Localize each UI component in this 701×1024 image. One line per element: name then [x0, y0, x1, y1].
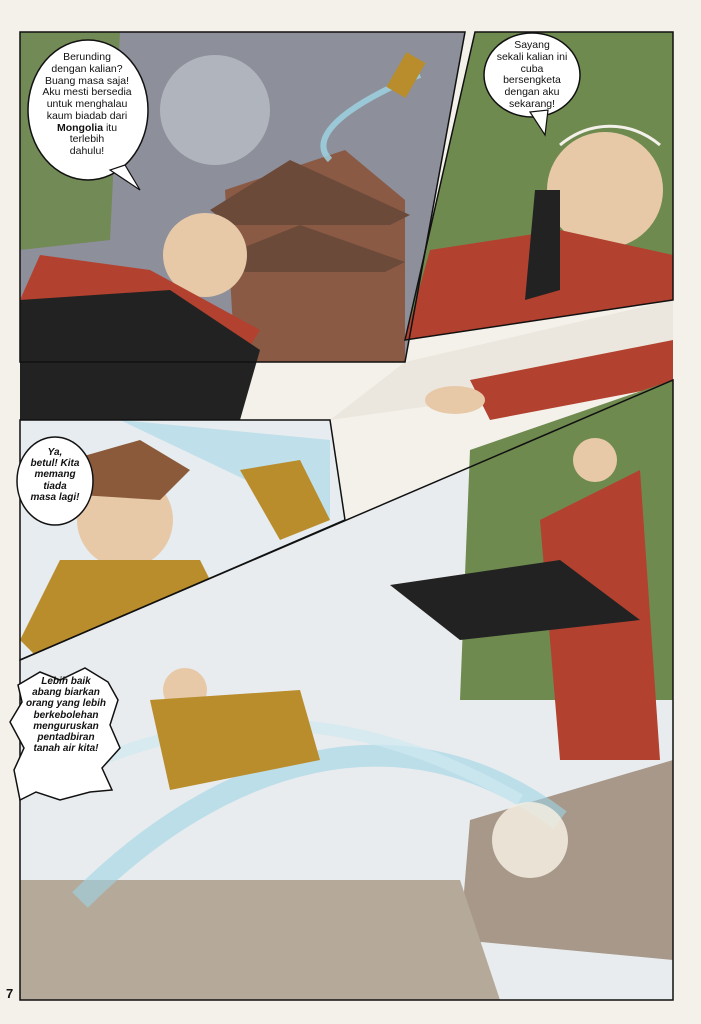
bubble-4-line: orang yang lebih	[25, 698, 106, 710]
bubble-3-line: memang	[34, 469, 76, 481]
bubble-3-line: Ya,	[47, 447, 63, 458]
bubble-2-line: sekali kalian ini	[496, 50, 568, 63]
impact-burst	[492, 802, 568, 878]
bubble-2-line: cuba bersengketa	[503, 62, 561, 87]
speech-bubble-1	[38, 52, 136, 158]
speech-bubble-3	[26, 447, 84, 503]
bubble-2-line: sekarang!	[508, 97, 556, 110]
monk-hand	[425, 386, 485, 414]
bubble-4-line: Lebih baik	[41, 676, 91, 687]
bubble-1-line: Berunding	[63, 51, 111, 63]
bubble-4-line: tanah air kita!	[33, 743, 99, 755]
bubble-3-line: betul! Kita	[30, 458, 80, 470]
bubble-4-line: berkebolehan	[33, 709, 99, 721]
page-number: 7	[6, 986, 14, 1001]
bubble-1-line: Buang masa saja!	[44, 74, 130, 87]
energy-burst	[160, 55, 270, 165]
bubble-3-line: tiada	[43, 480, 67, 492]
monk-face	[547, 132, 663, 248]
bubble-4-line: pentadbiran	[37, 731, 95, 743]
speech-bubble-4	[16, 676, 116, 754]
bubble-4-line: abang biarkan	[32, 687, 100, 699]
bubble-2-line: Sayang	[514, 39, 550, 51]
bubble-1-line: dengan kalian?	[51, 62, 123, 75]
bubble-2-line: dengan aku	[504, 86, 560, 98]
speech-bubble-2	[492, 40, 572, 111]
bubble-4-line: menguruskan	[33, 720, 99, 732]
bubble-1-line: Aku mesti bersedia	[42, 86, 132, 99]
bubble-3-line: masa lagi!	[30, 491, 80, 503]
bubble-1-after-bold: itu	[103, 121, 118, 134]
bubble-1-line: kaum biadab dari	[46, 109, 128, 122]
bubble-1-line: untuk menghalau	[46, 98, 128, 110]
bubble-1-bold-word: Mongolia	[56, 121, 104, 134]
bubble-1-line: terlebih	[69, 133, 105, 146]
bubble-1-line: dahulu!	[69, 145, 105, 157]
